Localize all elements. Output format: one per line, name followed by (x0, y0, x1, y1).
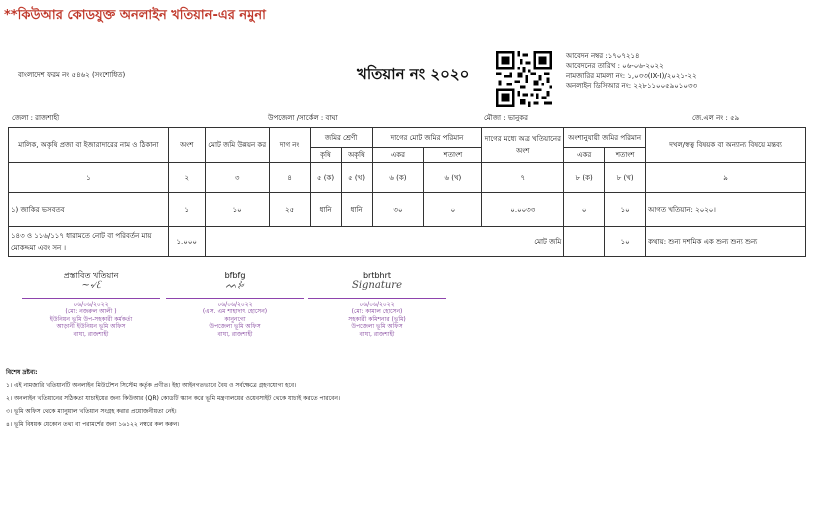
header-dag: দাগ নং (269, 128, 310, 163)
signature-date: ০৬/০৬/২০২২ (73, 300, 109, 308)
header-remarks: দখল/স্বত্ব বিষয়ক বা অন্যান্য বিষয়ে মন্তব্য (646, 128, 806, 163)
header-akrishi: অকৃষি (341, 148, 372, 163)
ekor-cell: ৩০ (372, 193, 424, 227)
total-label: মোট জমি (205, 227, 564, 257)
akrishi-cell: ধানি (341, 193, 372, 227)
form-number: বাংলাদেশ ফরম নং ৫৪৬২ (সংশোধিত) (18, 71, 126, 79)
mouza-label: মৌজা : ভানুকর (484, 114, 529, 122)
note-item: ২। অনলাইন খতিয়ানের সঠিকতা যাচাইয়ের জন্য কিউআর (QR) কোডটি স্ক্যান করে ভূমি মন্ত্রণালয়ের ওয়েবসাইট থেকে যাচাই করতে পারবেন। (6, 395, 341, 402)
signatory-office: উপজেলা ভূমি অফিস (351, 323, 403, 330)
total-words: কথায়: শুন্য দশমিক এক শুন্য শুন্য শুন্য (646, 227, 806, 257)
col-number: ৯ (646, 163, 806, 193)
case-number: নামজারির মামলা নং: ১,০৩৩(IX-I)/২০২১-২২ (566, 72, 697, 80)
page-title: **কিউআর কোডযুক্ত অনলাইন খতিয়ান-এর নমুনা (4, 8, 266, 23)
dcr-number: অনলাইন ডিসিআর নং: ২২৮১১০০৫৯০১০৩৩ (566, 82, 697, 90)
col-number: ৭ (482, 163, 564, 193)
signature-scribble: Signature (351, 279, 402, 291)
footer-note: ১৪৩ ও ১১৬/১১৭ ধারামতে নোট বা পরিবর্তন মায় মোকদ্দমা এবং সন । (9, 227, 169, 257)
khatian-table (8, 127, 806, 257)
column-number-row (9, 163, 806, 193)
note-item: ৩। ভূমি অফিস থেকে ম্যানুয়াল খতিয়ান সংগ্রহ করার প্রয়োজনীয়তা নেই। (6, 408, 177, 415)
notes-heading: বিশেষ দ্রষ্টব্য: (6, 369, 38, 376)
header-ekor: একর (372, 148, 424, 163)
signatory-role: সহকারী কমিশনার (ভূমি) (348, 315, 406, 323)
signature-title: bfbfg (224, 271, 246, 280)
signatory-role: কানুনগো (224, 315, 246, 323)
dag-cell: ২৫ (269, 193, 310, 227)
col-number: ৮ (খ) (605, 163, 646, 193)
header-owner: মালিক, অকৃষি প্রজা বা ইজারাদারের নাম ও ঠিকানা (9, 128, 169, 163)
application-number: আবেদন নম্বর :১৭০৭২১৪ (566, 52, 640, 60)
remarks-cell: আগত খতিয়ান: ২০২০। (646, 193, 806, 227)
signatory-name: (মো: নজরুল আলী ) (65, 308, 117, 315)
signature-scribble: ~৵ᦷ (81, 279, 101, 291)
col-number: ৫ (ক) (310, 163, 341, 193)
col-number: ৮ (ক) (564, 163, 605, 193)
owner-cell: ১) জাকির ভসবতব (9, 193, 169, 227)
total-value: ১০ (605, 227, 646, 257)
signatory-place: বাঘা, রাজশাহী (73, 330, 109, 338)
shatangsho-2-cell: ১০ (605, 193, 646, 227)
qr-code-icon[interactable] (496, 51, 552, 107)
ekor-2-cell: ০ (564, 193, 605, 227)
signature-block-1 (16, 272, 166, 338)
col-number: ৩ (205, 163, 269, 193)
header-krishi: কৃষি (310, 148, 341, 163)
signature-block-2 (160, 272, 310, 338)
signature-scribble: ᨓ⌇⸗ (225, 279, 245, 291)
header-tax: মোট জমি উন্নয়ন কর (205, 128, 269, 163)
signatory-place: বাঘা, রাজশাহী (217, 330, 253, 338)
col-number: ৫ (খ) (341, 163, 372, 193)
note-item: ১। এই নামজারি খতিয়ানটি অনলাইন মিউটেশন সিস্টেম কর্তৃক প্রণীত। ইহা আইনগতভাবে বৈধ ও সর্বক্ষেত্রে গ্রহণযোগ্য হবে। (6, 382, 297, 389)
signatory-place: বাঘা, রাজশাহী (359, 330, 395, 338)
application-info (566, 51, 697, 91)
table-footer-row (9, 227, 806, 257)
jl-label: জে.এল নং : ৫৯ (692, 114, 740, 122)
header-ekor-2: একর (564, 148, 605, 163)
header-total-area: দাগের মোট জমির পরিমান (372, 128, 482, 148)
notes-section (6, 366, 340, 431)
footer-value: ১.০০০ (168, 227, 205, 257)
signature-block-3 (302, 272, 452, 338)
header-share: অংশ (168, 128, 205, 163)
signatory-office: আড়ানী ইউনিয়ন ভূমি অফিস (56, 323, 126, 330)
signature-line (22, 298, 160, 299)
krishi-cell: ধানি (310, 193, 341, 227)
application-date: আবেদনের তারিখ : ০৬-০৬-২০২২ (566, 62, 664, 70)
header-share-area: অংশানুযায়ী জমির পরিমান (564, 128, 646, 148)
header-dag-share: দাগের মধ্যে অত্র খতিয়ানের অংশ (482, 128, 564, 163)
upazila-label: উপজেলা /সার্কেল : বাঘা (268, 114, 338, 122)
signature-date: ০৬/০৬/২০২২ (217, 300, 253, 308)
header-land-class: জমির শ্রেণী (310, 128, 372, 148)
district-label: জেলা : রাজশাহী (12, 114, 60, 122)
dag-share-cell: ০.০০৩৩ (482, 193, 564, 227)
tax-cell: ১০ (205, 193, 269, 227)
total-ekor (564, 227, 605, 257)
header-shatangsho-2: শতাংশ (605, 148, 646, 163)
shatangsho-cell: ০ (424, 193, 482, 227)
khatian-title: খতিয়ান নং ২০২০ (357, 65, 470, 83)
header-shatangsho: শতাংশ (424, 148, 482, 163)
col-number: ৪ (269, 163, 310, 193)
signatory-name: (মো: কামাল হোসেন) (351, 308, 403, 315)
signatory-name: (এস. এম শাহাদাৎ হোসেন) (202, 308, 268, 315)
col-number: ৬ (ক) (372, 163, 424, 193)
share-cell: ১ (168, 193, 205, 227)
signature-line (166, 298, 304, 299)
signature-title: প্রস্তাবিত খতিয়ান (63, 271, 119, 280)
signatory-office: উপজেলা ভূমি অফিস (209, 323, 261, 330)
col-number: ২ (168, 163, 205, 193)
signature-date: ০৬/০৬/২০২২ (359, 300, 395, 308)
table-row (9, 193, 806, 227)
col-number: ৬ (খ) (424, 163, 482, 193)
signature-line (308, 298, 446, 299)
note-item: ৪। ভূমি বিষয়ক যেকোন তথ্য বা পরামর্শের জন্য ১৬১২২ নম্বরে কল করুন। (6, 421, 180, 428)
signatory-role: ইউনিয়ন ভূমি উপ-সহকারী কর্মকর্তা (49, 315, 133, 323)
signature-title: brtbhrt (362, 271, 392, 280)
col-number: ১ (9, 163, 169, 193)
